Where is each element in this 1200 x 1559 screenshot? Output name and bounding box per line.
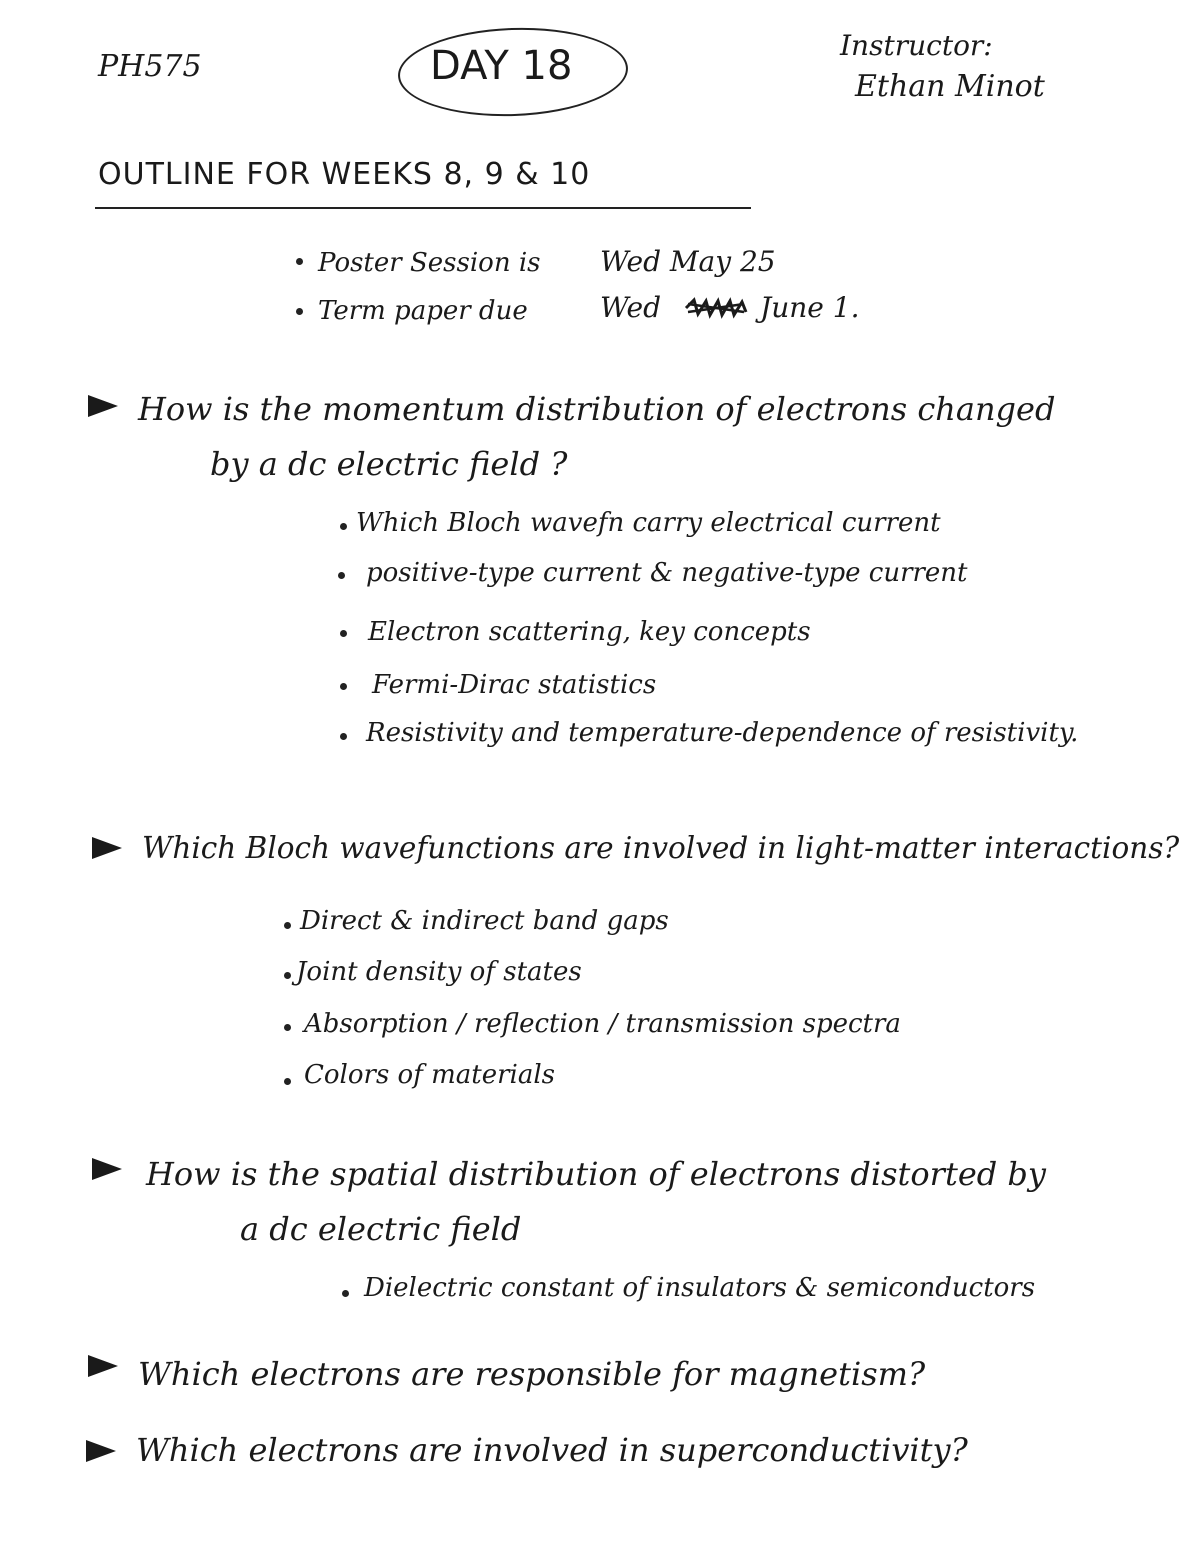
list-item: Direct & indirect band gaps	[300, 906, 669, 936]
bullet	[340, 683, 347, 690]
instructor-label: Instructor:	[840, 29, 993, 62]
instructor-name: Ethan Minot	[855, 69, 1045, 104]
bullet	[340, 733, 347, 740]
arrow-bullet-icon	[86, 1440, 116, 1462]
question-line: Which Bloch wavefunctions are involved in light-matter interactions?	[142, 831, 1180, 865]
bullet	[284, 972, 291, 979]
bullet	[338, 572, 345, 579]
question-line: by a dc electric field ?	[210, 445, 568, 483]
outline-title: OUTLINE FOR WEEKS 8, 9 & 10	[98, 157, 591, 192]
list-item: Colors of materials	[304, 1060, 555, 1090]
question-line: a dc electric field	[240, 1210, 522, 1248]
list-item: Dielectric constant of insulators & semiconductors	[364, 1273, 1036, 1303]
date-label: Poster Session is	[318, 248, 541, 278]
list-item: Resistivity and temperature-dependence of resistivity.	[366, 718, 1079, 748]
bullet	[284, 1078, 291, 1085]
bullet	[340, 630, 347, 637]
date-value: Wed	[600, 291, 661, 324]
bullet	[296, 258, 303, 265]
date-value: June 1.	[760, 291, 860, 324]
course-code: PH575	[98, 49, 202, 84]
arrow-bullet-icon	[88, 1355, 118, 1377]
question-line: How is the spatial distribution of electrons distorted by	[146, 1155, 1046, 1193]
question-line: Which electrons are responsible for magnetism?	[138, 1355, 926, 1393]
scribble-crossout	[684, 296, 748, 320]
list-item: Joint density of states	[296, 957, 582, 987]
list-item: Electron scattering, key concepts	[368, 617, 811, 647]
bullet	[296, 308, 303, 315]
arrow-bullet-icon	[88, 395, 118, 417]
bullet	[340, 523, 347, 530]
date-label: Term paper due	[318, 296, 528, 326]
question-line: How is the momentum distribution of electrons changed	[138, 390, 1056, 428]
outline-underline	[95, 207, 751, 209]
arrow-bullet-icon	[92, 1158, 122, 1180]
list-item: Fermi-Dirac statistics	[372, 670, 657, 700]
bullet	[342, 1290, 349, 1297]
list-item: Absorption / reflection / transmission spectra	[304, 1009, 901, 1039]
date-value: Wed May 25	[600, 245, 776, 278]
arrow-bullet-icon	[92, 837, 122, 859]
list-item: Which Bloch wavefn carry electrical current	[356, 508, 941, 538]
question-line: Which electrons are involved in superconductivity?	[136, 1431, 968, 1469]
day-title: DAY 18	[430, 43, 573, 89]
list-item: positive-type current & negative-type current	[366, 558, 968, 588]
bullet	[284, 922, 291, 929]
bullet	[284, 1024, 291, 1031]
